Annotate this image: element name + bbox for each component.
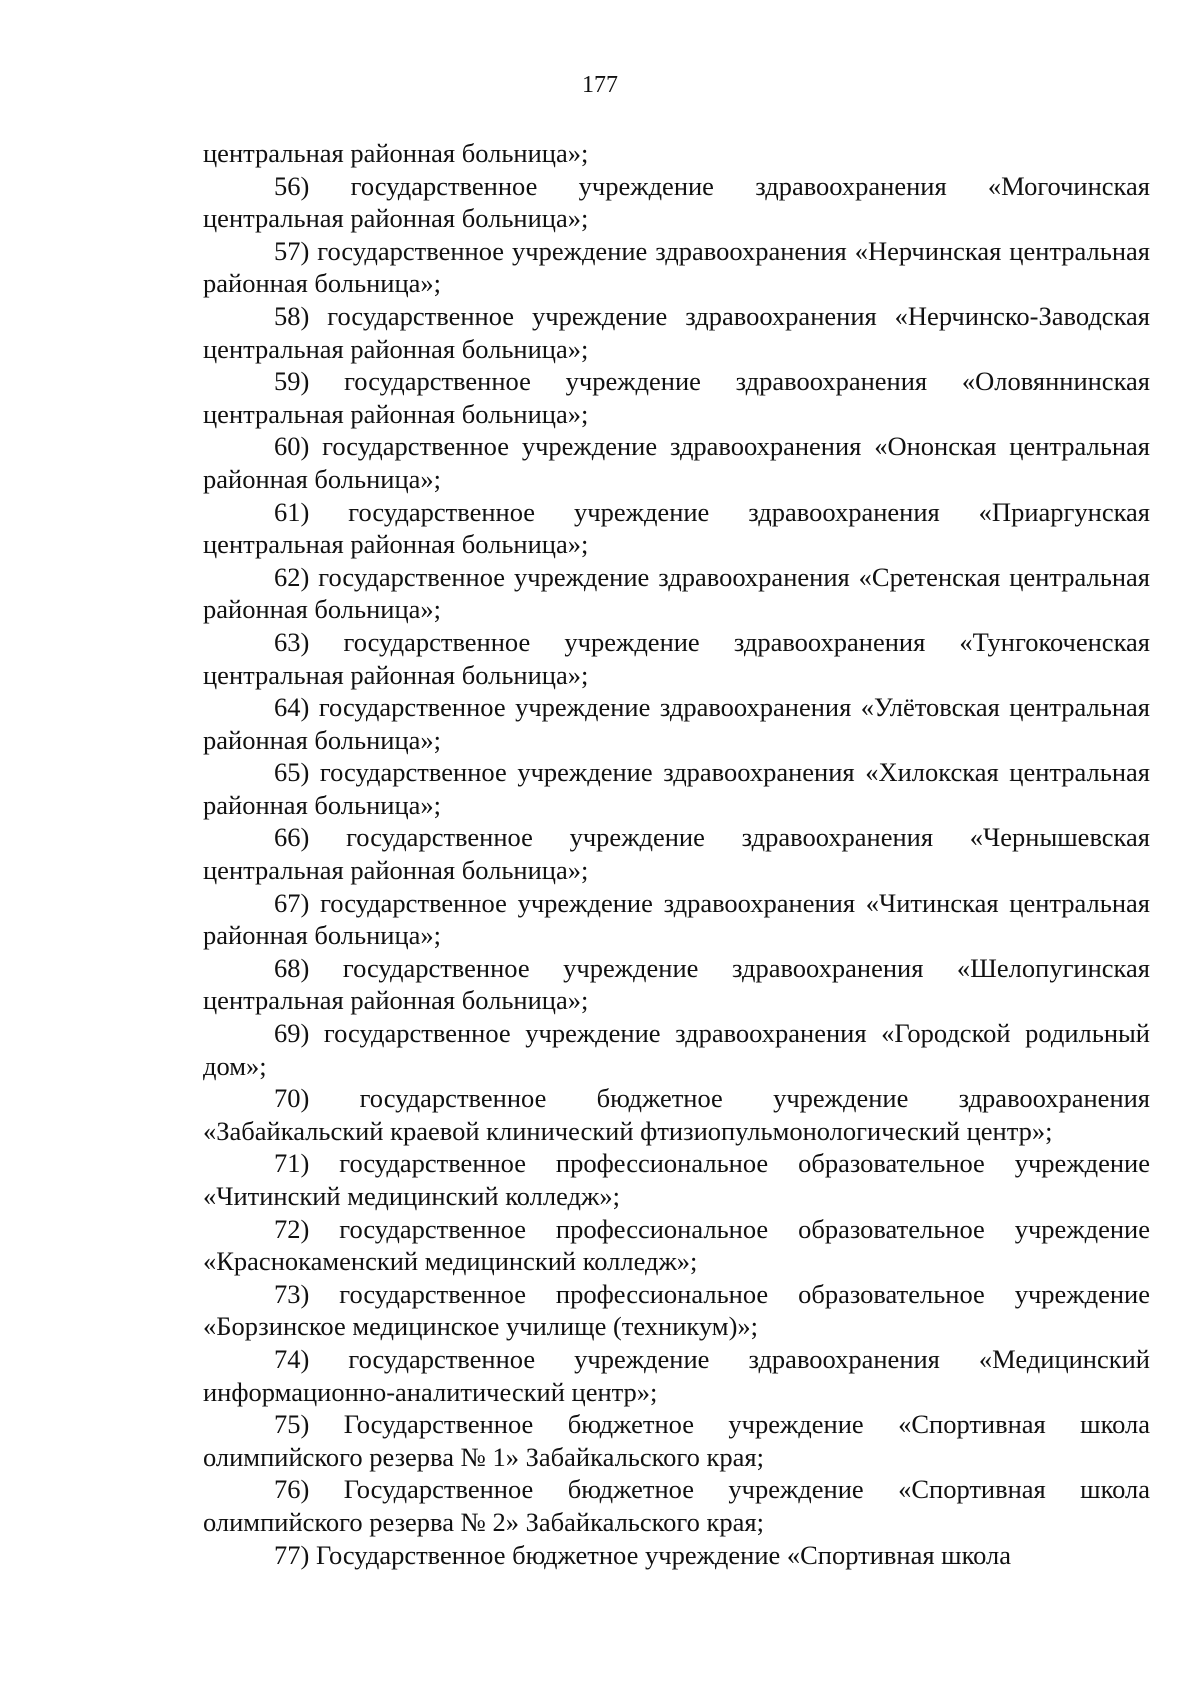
page-number: 177 (582, 72, 618, 98)
list-item: 67) государственное учреждение здравоохранения «Читинская центральная районная больница»; (203, 887, 1150, 951)
list-item: 62) государственное учреждение здравоохранения «Сретенская центральная районная больница»; (203, 561, 1150, 625)
list-item: 61) государственное учреждение здравоохранения «Приаргунская центральная районная больница»; (203, 496, 1150, 560)
list-item: 64) государственное учреждение здравоохранения «Улётовская центральная районная больница»; (203, 692, 1150, 755)
list-item: 63) государственное учреждение здравоохранения «Тунгокоченская центральная районная больница»; (203, 626, 1150, 690)
list-item: 76) Государственное бюджетное учреждение «Спортивная школа олимпийского резерва № 2» Забайкальского края; (203, 1474, 1150, 1537)
list-item: 69) государственное учреждение здравоохранения «Городской родильный дом»; (203, 1018, 1150, 1081)
list-item: 60) государственное учреждение здравоохранения «Ононская центральная районная больница»; (203, 431, 1150, 494)
list-item: 75) Государственное бюджетное учреждение «Спортивная школа олимпийского резерва № 1» Забайкальского края; (203, 1409, 1150, 1472)
list-item: 68) государственное учреждение здравоохранения «Шелопугинская центральная районная больница»; (203, 952, 1150, 1016)
list-item: 57) государственное учреждение здравоохранения «Нерчинская центральная районная больница»; (203, 235, 1150, 299)
list-item: 74) государственное учреждение здравоохранения «Медицинский информационно-аналитический центр»; (203, 1343, 1150, 1407)
list-item: 72) государственное профессиональное образовательное учреждение «Краснокаменский медицинский колледж»; (203, 1213, 1150, 1277)
list-item: 66) государственное учреждение здравоохранения «Чернышевская центральная районная больница»; (203, 822, 1150, 886)
list-item: 73) государственное профессиональное образовательное учреждение «Борзинское медицинское училище (техникум)»; (203, 1278, 1150, 1342)
list-item: 58) государственное учреждение здравоохранения «Нерчинско-Заводская центральная районная больница»; (203, 300, 1150, 364)
list-item: 77) Государственное бюджетное учреждение «Спортивная школа (274, 1539, 1011, 1570)
list-item: 56) государственное учреждение здравоохранения «Могочинская центральная районная больница»; (203, 170, 1150, 234)
list-item: 70) государственное бюджетное учреждение здравоохранения «Забайкальский краевой клинический фтизиопульмонологический центр»; (203, 1083, 1150, 1146)
document-body (203, 137, 1150, 1571)
list-item: 65) государственное учреждение здравоохранения «Хилокская центральная районная больница»; (203, 757, 1150, 820)
list-item: 59) государственное учреждение здравоохранения «Оловяннинская центральная районная больница»; (203, 366, 1150, 429)
list-item: 71) государственное профессиональное образовательное учреждение «Читинский медицинский колледж»; (203, 1148, 1150, 1211)
continuation-line: центральная районная больница»; (203, 138, 589, 168)
